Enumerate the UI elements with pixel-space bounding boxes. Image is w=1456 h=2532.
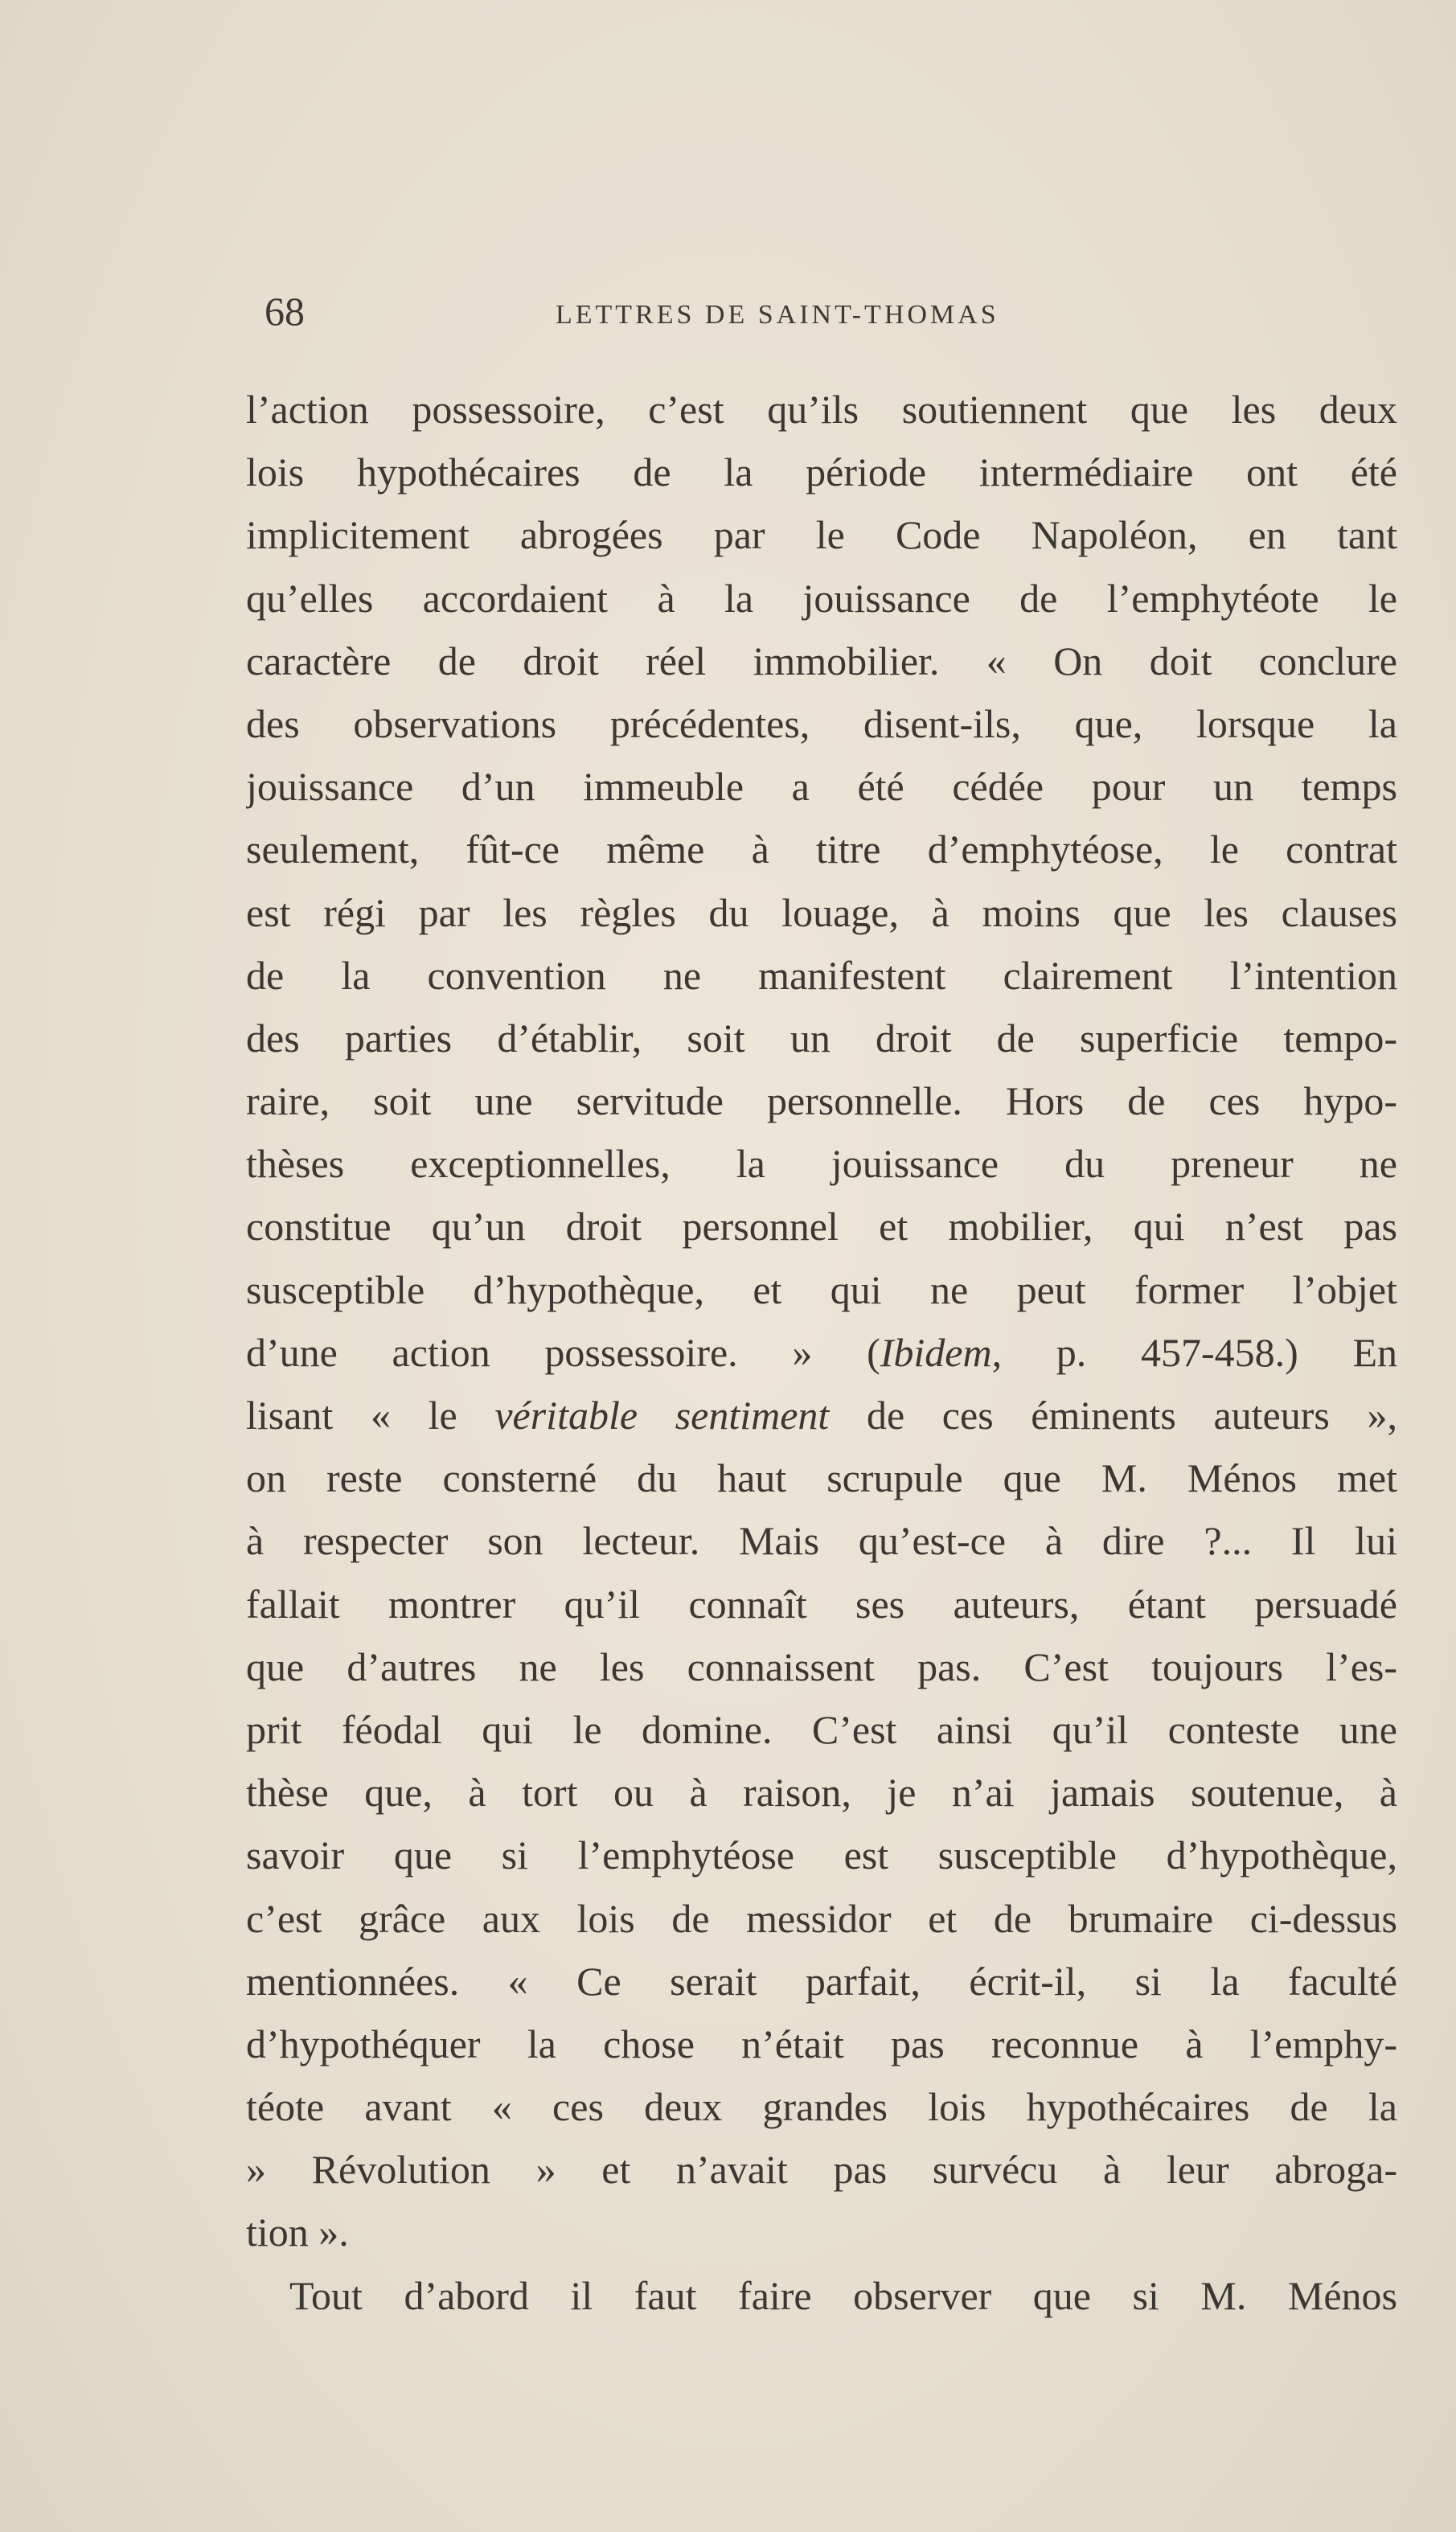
text-line: à respecter son lecteur. Mais qu’est-ce à dire ?... Il lui (246, 1518, 1397, 1564)
text-line: fallait montrer qu’il connaît ses auteurs, étant persuadé (246, 1581, 1397, 1627)
text-line: qu’elles accordaient à la jouissance de l’emphytéote le (246, 575, 1397, 621)
page-number: 68 (265, 289, 305, 334)
text-line: d’hypothéquer la chose n’était pas reconnue à l’emphy- (246, 2021, 1397, 2066)
text-line: savoir que si l’emphytéose est susceptible d’hypothèque, (246, 1832, 1397, 1878)
page-header (265, 283, 1390, 347)
text-line: susceptible d’hypothèque, et qui ne peut former l’objet (246, 1266, 1397, 1312)
text-line: mentionnées. « Ce serait parfait, écrit-il, si la faculté (246, 1958, 1397, 2004)
text-line: des parties d’établir, soit un droit de superficie tempo- (246, 1015, 1397, 1061)
text-line: que d’autres ne les connaissent pas. C’est toujours l’es- (246, 1644, 1397, 1689)
body-text (246, 378, 1397, 2327)
text-segment: de ces éminents auteurs », (829, 1393, 1397, 1438)
italic-emphasis: véritable sentiment (494, 1393, 830, 1438)
text-line: raire, soit une servitude personnelle. Hors de ces hypo- (246, 1078, 1397, 1124)
running-title: LETTRES DE SAINT-THOMAS (556, 300, 999, 330)
text-line: des observations précédentes, disent-ils, que, lorsque la (246, 700, 1397, 746)
text-line: » Révolution » et n’avait pas survécu à leur abroga- (246, 2147, 1397, 2193)
text-line: jouissance d’un immeuble a été cédée pour un temps (246, 764, 1397, 810)
text-line: implicitement abrogées par le Code Napoléon, en tant (246, 512, 1397, 558)
paragraph-start-line: Tout d’abord il faut faire observer que si M. Ménos (289, 2272, 1397, 2318)
text-line: constitue qu’un droit personnel et mobilier, qui n’est pas (246, 1204, 1397, 1250)
text-line: thèse que, à tort ou à raison, je n’ai jamais soutenue, à (246, 1770, 1397, 1816)
text-line: lois hypothécaires de la période intermédiaire ont été (246, 449, 1397, 495)
italic-citation: Ibidem (880, 1329, 992, 1375)
text-line: seulement, fût-ce même à titre d’emphytéose, le contrat (246, 827, 1397, 872)
text-segment: , p. 457-458.) En (991, 1329, 1397, 1375)
paragraph-end-line: tion ». (246, 2210, 349, 2255)
text-segment: d’une action possessoire. » ( (246, 1329, 880, 1375)
text-line: thèses exceptionnelles, la jouissance du preneur ne (246, 1141, 1397, 1187)
text-line: caractère de droit réel immobilier. « On doit conclure (246, 638, 1397, 683)
text-line: prit féodal qui le domine. C’est ainsi qu’il conteste une (246, 1706, 1397, 1752)
text-segment: lisant « le (246, 1393, 495, 1438)
text-line-with-citation (246, 1321, 1397, 1384)
text-line: est régi par les règles du louage, à moins que les clauses (246, 889, 1397, 935)
text-line: téote avant « ces deux grandes lois hypothécaires de la (246, 2084, 1397, 2130)
text-line: on reste consterné du haut scrupule que M. Ménos met (246, 1455, 1397, 1501)
text-line: de la convention ne manifestent clairement l’intention (246, 952, 1397, 998)
text-line: l’action possessoire, c’est qu’ils soutiennent que les deux (246, 387, 1397, 432)
text-line-with-emphasis (246, 1384, 1397, 1447)
text-line: c’est grâce aux lois de messidor et de brumaire ci-dessus (246, 1895, 1397, 1941)
